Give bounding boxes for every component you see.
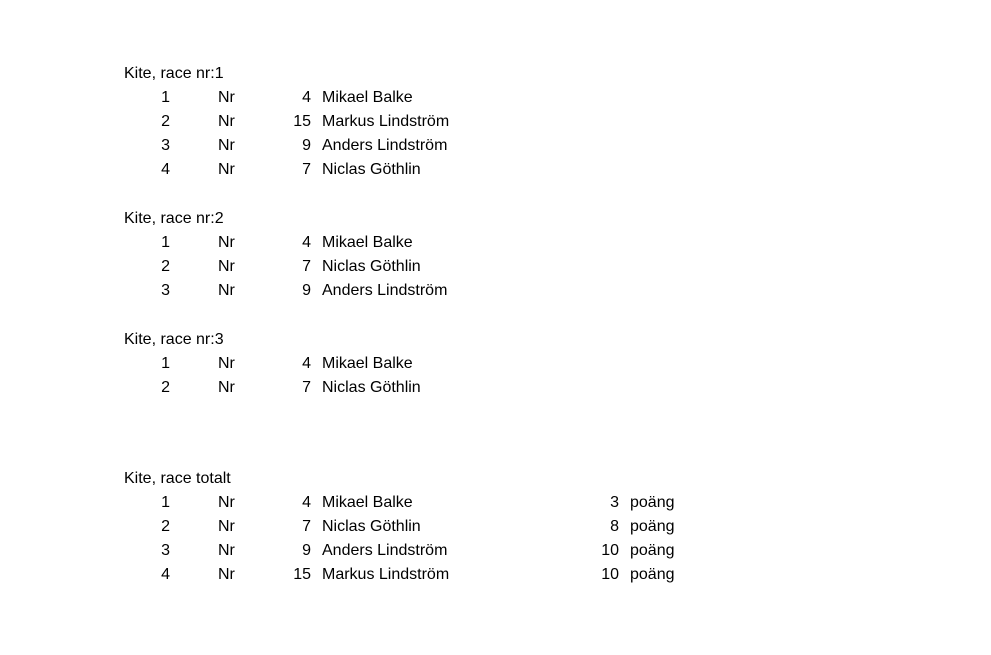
place: 1 xyxy=(161,89,170,106)
sail-number: 9 xyxy=(302,282,311,299)
race-1-row-3 xyxy=(0,134,991,158)
race-3-row-1 xyxy=(0,352,991,376)
competitor-name: Mikael Balke xyxy=(322,355,413,372)
race-2-row-1 xyxy=(0,231,991,255)
place: 1 xyxy=(161,355,170,372)
points-value: 10 xyxy=(601,542,619,559)
nr-label: Nr xyxy=(218,566,235,583)
race-2-title: Kite, race nr:2 xyxy=(124,210,224,227)
place: 2 xyxy=(161,258,170,275)
total-row-1 xyxy=(0,491,991,515)
sail-number: 15 xyxy=(293,113,311,130)
points-value: 10 xyxy=(601,566,619,583)
nr-label: Nr xyxy=(218,494,235,511)
sail-number: 7 xyxy=(302,379,311,396)
place: 2 xyxy=(161,379,170,396)
competitor-name: Anders Lindström xyxy=(322,282,448,299)
nr-label: Nr xyxy=(218,542,235,559)
race-1-title: Kite, race nr:1 xyxy=(124,65,224,82)
sail-number: 7 xyxy=(302,518,311,535)
nr-label: Nr xyxy=(218,379,235,396)
points-unit: poäng xyxy=(630,494,675,511)
nr-label: Nr xyxy=(218,89,235,106)
sail-number: 4 xyxy=(302,355,311,372)
sail-number: 7 xyxy=(302,258,311,275)
points-unit: poäng xyxy=(630,518,675,535)
sail-number: 7 xyxy=(302,161,311,178)
place: 2 xyxy=(161,113,170,130)
place: 4 xyxy=(161,161,170,178)
sail-number: 9 xyxy=(302,542,311,559)
nr-label: Nr xyxy=(218,161,235,178)
competitor-name: Niclas Göthlin xyxy=(322,518,421,535)
competitor-name: Anders Lindström xyxy=(322,542,448,559)
total-title: Kite, race totalt xyxy=(124,470,231,487)
place: 3 xyxy=(161,282,170,299)
race-1-row-4 xyxy=(0,158,991,182)
total-row-4 xyxy=(0,563,991,587)
race-1-row-2 xyxy=(0,110,991,134)
race-3-row-2 xyxy=(0,376,991,400)
competitor-name: Niclas Göthlin xyxy=(322,379,421,396)
place: 2 xyxy=(161,518,170,535)
total-row-3 xyxy=(0,539,991,563)
nr-label: Nr xyxy=(218,113,235,130)
competitor-name: Mikael Balke xyxy=(322,234,413,251)
sail-number: 4 xyxy=(302,89,311,106)
competitor-name: Markus Lindström xyxy=(322,566,450,583)
race-1-row-1 xyxy=(0,86,991,110)
place: 3 xyxy=(161,137,170,154)
nr-label: Nr xyxy=(218,137,235,154)
nr-label: Nr xyxy=(218,234,235,251)
race-2-row-2 xyxy=(0,255,991,279)
place: 1 xyxy=(161,494,170,511)
points-value: 3 xyxy=(610,494,619,511)
points-unit: poäng xyxy=(630,542,675,559)
place: 3 xyxy=(161,542,170,559)
points-value: 8 xyxy=(610,518,619,535)
competitor-name: Mikael Balke xyxy=(322,89,413,106)
sail-number: 4 xyxy=(302,494,311,511)
sail-number: 4 xyxy=(302,234,311,251)
nr-label: Nr xyxy=(218,258,235,275)
race-2-row-3 xyxy=(0,279,991,303)
sail-number: 9 xyxy=(302,137,311,154)
total-row-2 xyxy=(0,515,991,539)
place: 1 xyxy=(161,234,170,251)
nr-label: Nr xyxy=(218,518,235,535)
competitor-name: Niclas Göthlin xyxy=(322,161,421,178)
nr-label: Nr xyxy=(218,355,235,372)
race-3-title: Kite, race nr:3 xyxy=(124,331,224,348)
competitor-name: Mikael Balke xyxy=(322,494,413,511)
competitor-name: Niclas Göthlin xyxy=(322,258,421,275)
competitor-name: Markus Lindström xyxy=(322,113,450,130)
sail-number: 15 xyxy=(293,566,311,583)
points-unit: poäng xyxy=(630,566,675,583)
nr-label: Nr xyxy=(218,282,235,299)
place: 4 xyxy=(161,566,170,583)
competitor-name: Anders Lindström xyxy=(322,137,448,154)
